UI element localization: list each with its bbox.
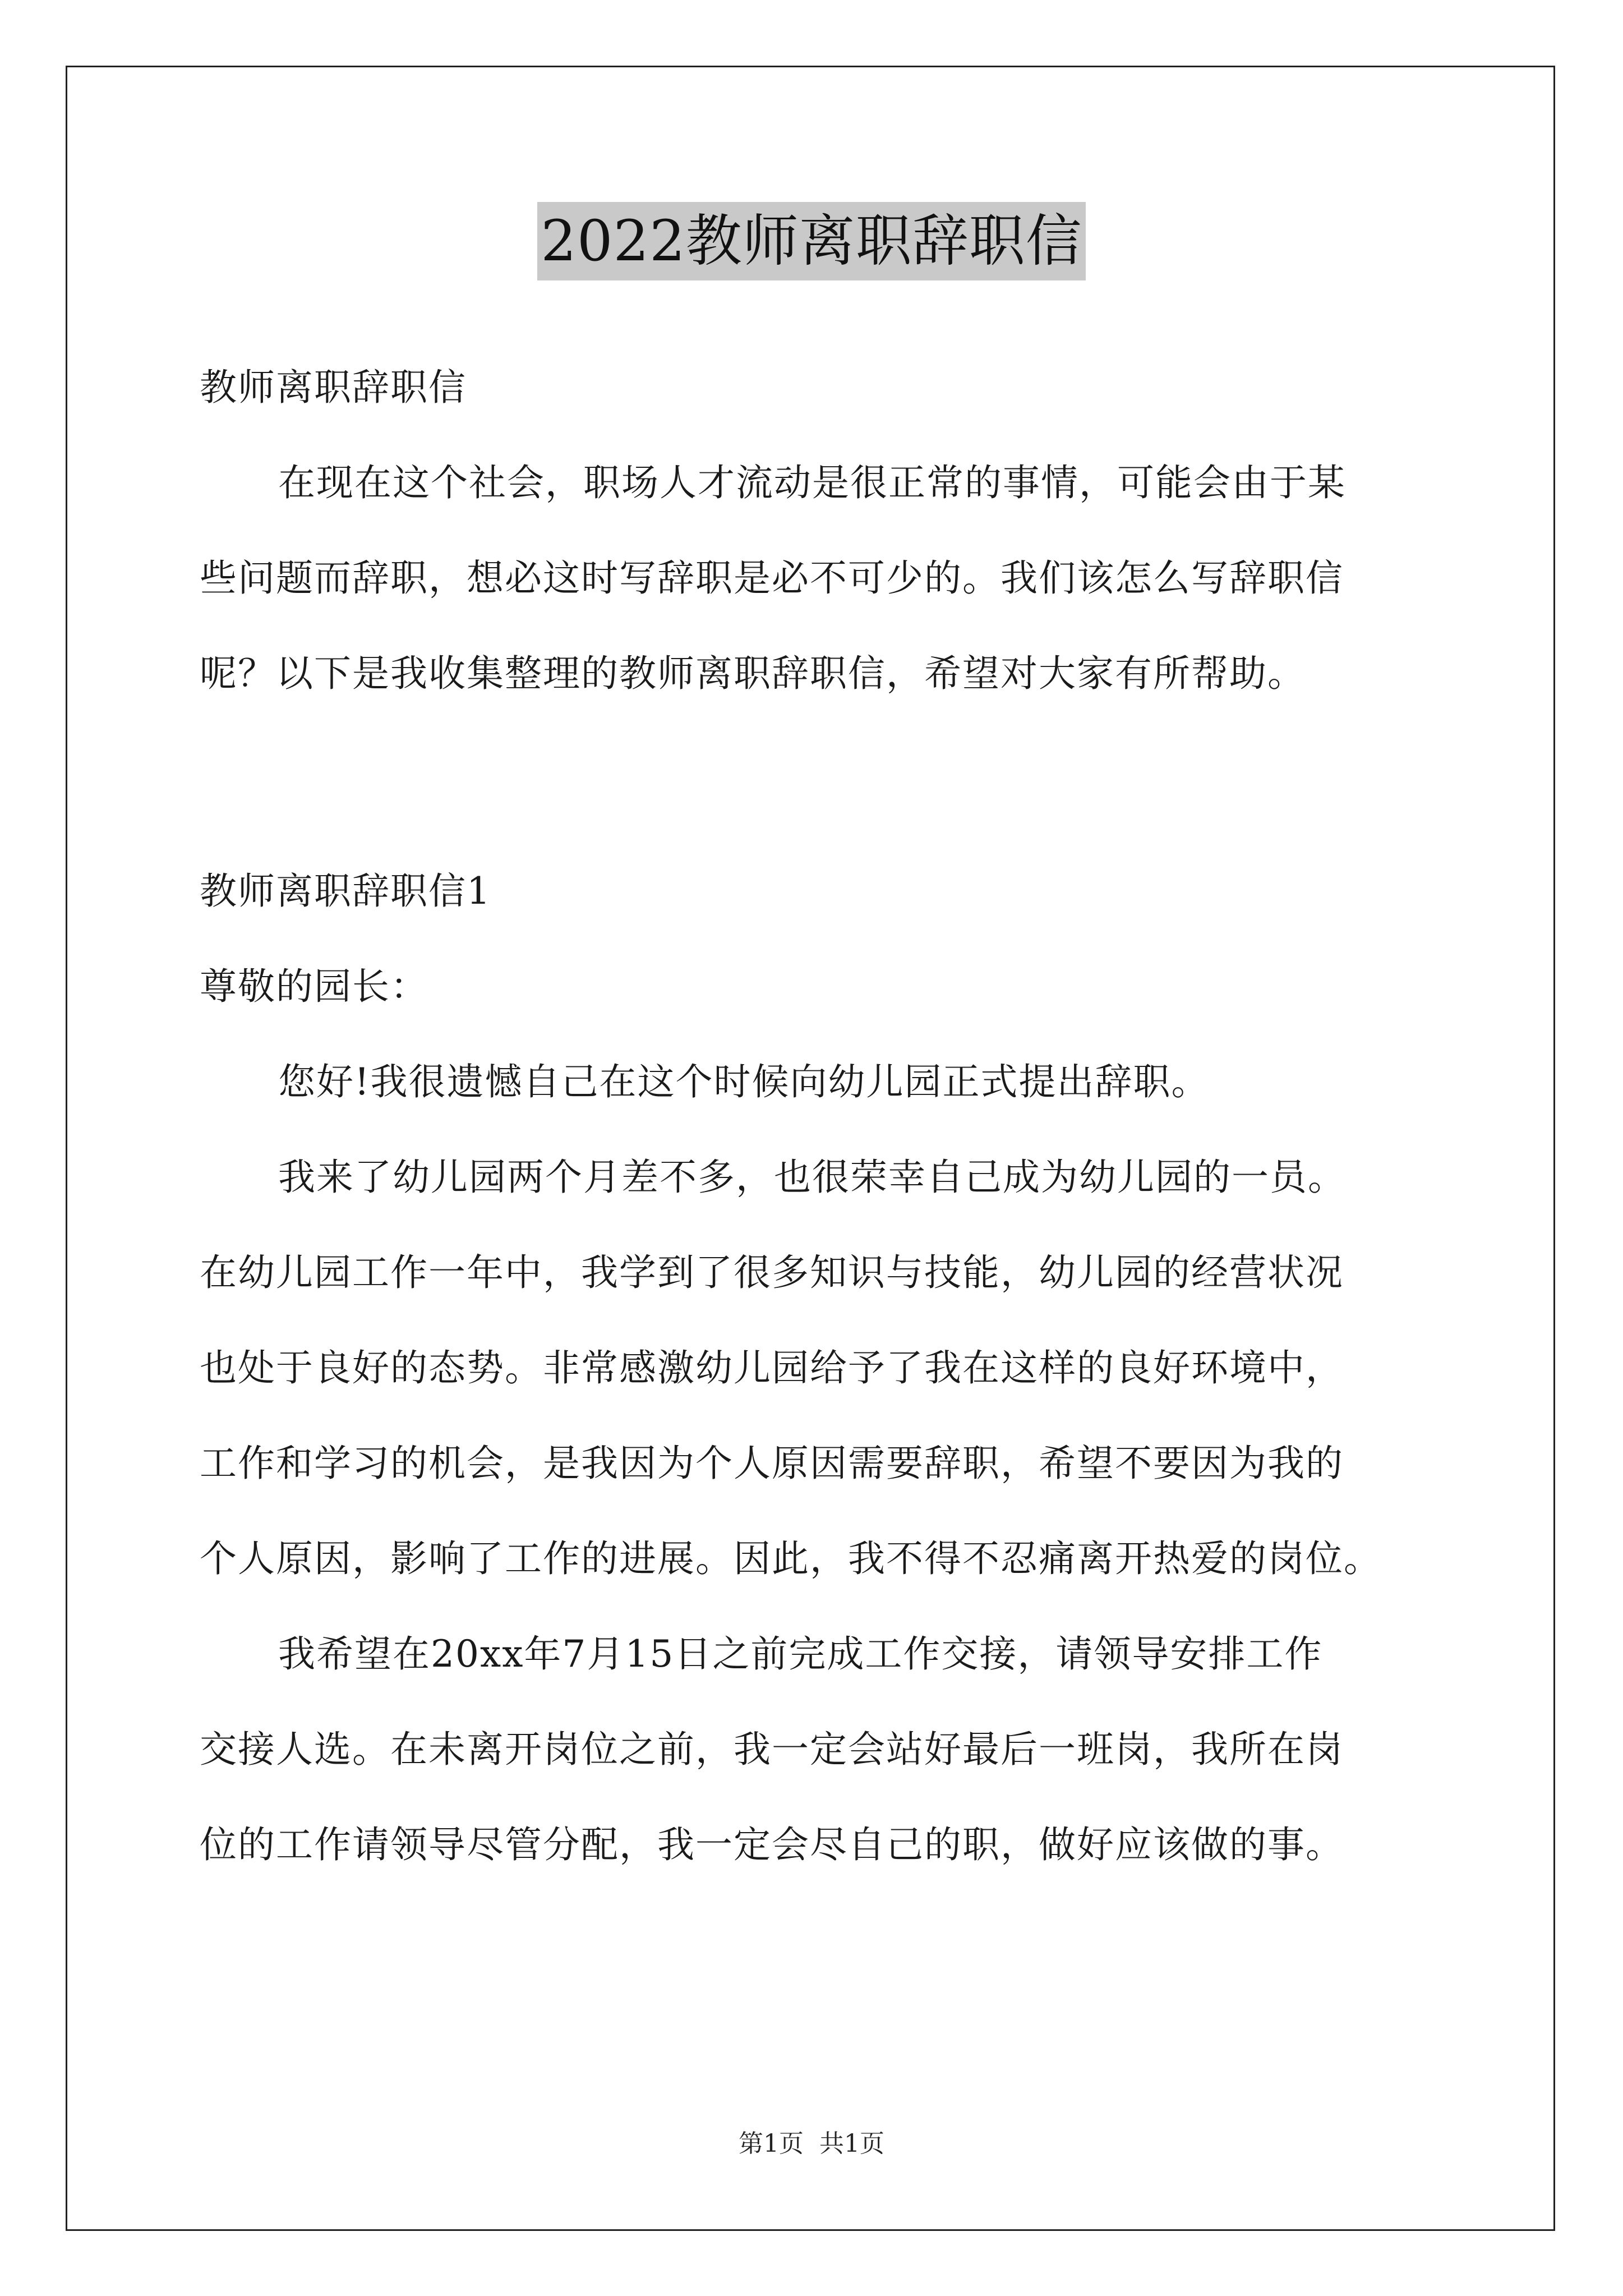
document-subtitle: 教师离职辞职信 [200,366,467,409]
intro-line: 呢？以下是我收集整理的教师离职辞职信，希望对大家有所帮助。 [200,652,1306,695]
body-line: 个人原因，影响了工作的进展。因此，我不得不忍痛离开热爱的岗位。 [200,1537,1382,1580]
page-total: 共1页 [819,2129,884,2158]
section-heading: 教师离职辞职信1 [200,869,491,913]
page-footer [0,2127,1623,2161]
body-line: 我希望在20xx年7月15日之前完成工作交接，请领导安排工作 [278,1632,1323,1676]
document-title: 2022教师离职辞职信 [537,202,1086,280]
title-container [0,202,1623,280]
body-line: 位的工作请领导尽管分配，我一定会尽自己的职，做好应该做的事。 [200,1823,1344,1866]
intro-line: 在现在这个社会，职场人才流动是很正常的事情，可能会由于某 [278,461,1346,504]
body-line: 我来了幼儿园两个月差不多，也很荣幸自己成为幼儿园的一员。 [278,1156,1346,1199]
document-body [200,340,1450,1893]
body-line: 工作和学习的机会，是我因为个人原因需要辞职，希望不要因为我的 [200,1442,1344,1485]
page-number: 第1页 [739,2129,804,2158]
body-line: 在幼儿园工作一年中，我学到了很多知识与技能，幼儿园的经营状况 [200,1251,1344,1294]
body-line: 交接人选。在未离开岗位之前，我一定会站好最后一班岗，我所在岗 [200,1728,1344,1771]
salutation: 尊敬的园长： [200,965,428,1008]
body-line: 也处于良好的态势。非常感激幼儿园给予了我在这样的良好环境中， [200,1346,1344,1389]
paragraph-gap [200,721,1450,844]
body-line: 您好!我很遗憾自己在这个时候向幼儿园正式提出辞职。 [278,1060,1210,1103]
intro-line: 些问题而辞职，想必这时写辞职是必不可少的。我们该怎么写辞职信 [200,556,1344,600]
